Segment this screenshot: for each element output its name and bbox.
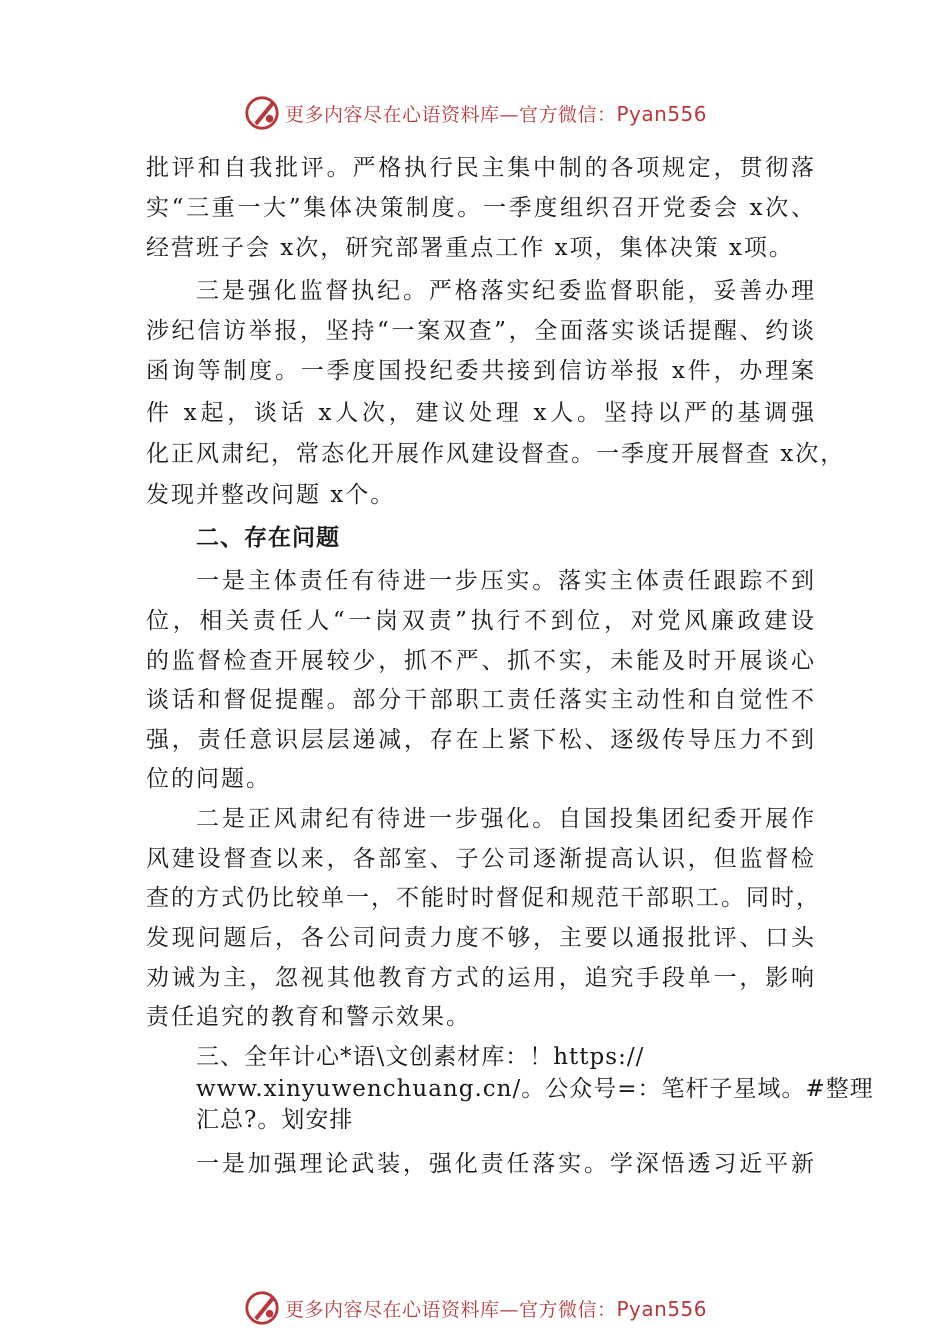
text-line: 发现并整改问题 x个。 xyxy=(146,482,396,508)
text-line: 强，责任意识层层递减，存在上紧下松、逐级传导压力不到 xyxy=(146,727,816,753)
text-line: 责任追究的教育和警示效果。 xyxy=(146,1004,471,1030)
text-line: 一是加强理论武装，强化责任落实。学深悟透习近平新 xyxy=(196,1151,816,1177)
text-line: 劝诫为主，忽视其他教育方式的运用，追究手段单一，影响 xyxy=(146,965,816,991)
section-heading-line: 三、全年计心*语\文创素材库：！https:// xyxy=(196,1044,645,1070)
header-banner xyxy=(0,93,950,133)
text-line: 经营班子会 x次，研究部署重点工作 x项，集体决策 x项。 xyxy=(146,235,794,261)
text-line: 化正风肃纪，常态化开展作风建设督查。一季度开展督查 x次， xyxy=(146,441,846,467)
banner-wechat-id: Pyan556 xyxy=(616,101,708,126)
text-line: 风建设督查以来，各部室、子公司逐渐提高认识，但监督检 xyxy=(146,846,816,872)
section-heading-line: 汇总?。划安排 xyxy=(196,1107,354,1133)
section-heading-line: www.xinyuwenchuang.cn/。公众号=：笔杆子星域。#整理 xyxy=(196,1076,874,1102)
footer-banner xyxy=(0,1288,950,1328)
text-line: 的监督检查开展较少，抓不严、抓不实，未能及时开展谈心 xyxy=(146,648,816,674)
pen-logo-icon xyxy=(243,1289,281,1327)
text-line: 谈话和督促提醒。部分干部职工责任落实主动性和自觉性不 xyxy=(146,687,816,713)
text-line: 件 x起，谈话 x人次，建议处理 x人。坚持以严的基调强 xyxy=(146,400,816,426)
text-line: 位，相关责任人“一岗双责”执行不到位，对党风廉政建设 xyxy=(146,608,816,634)
banner-sub-text: 官方微信： xyxy=(518,103,617,126)
banner-separator: — xyxy=(499,1298,519,1321)
section-heading: 二、存在问题 xyxy=(196,525,340,551)
text-line: 三是强化监督执纪。严格落实纪委监督职能，妥善办理 xyxy=(196,278,816,304)
text-line: 发现问题后，各公司问责力度不够，主要以通报批评、口头 xyxy=(146,925,816,951)
text-line: 查的方式仍比较单一，不能时时督促和规范干部职工。同时， xyxy=(146,885,821,911)
text-line: 函询等制度。一季度国投纪委共接到信访举报 x件，办理案 xyxy=(146,358,816,384)
banner-main-text: 更多内容尽在心语资料库 xyxy=(284,1298,500,1321)
text-line: 批评和自我批评。严格执行民主集中制的各项规定，贯彻落 xyxy=(146,155,816,181)
pen-logo-icon xyxy=(243,94,281,132)
banner-wechat-id: Pyan556 xyxy=(616,1296,708,1321)
text-line: 位的问题。 xyxy=(146,766,271,792)
text-line: 实“三重一大”集体决策制度。一季度组织召开党委会 x次、 xyxy=(146,195,816,221)
banner-main-text: 更多内容尽在心语资料库 xyxy=(284,103,500,126)
text-line: 二是正风肃纪有待进一步强化。自国投集团纪委开展作 xyxy=(196,806,816,832)
banner-separator: — xyxy=(499,103,519,126)
text-line: 一是主体责任有待进一步压实。落实主体责任跟踪不到 xyxy=(196,568,816,594)
text-line: 涉纪信访举报，坚持“一案双查”，全面落实谈话提醒、约谈 xyxy=(146,318,816,344)
banner-sub-text: 官方微信： xyxy=(518,1298,617,1321)
